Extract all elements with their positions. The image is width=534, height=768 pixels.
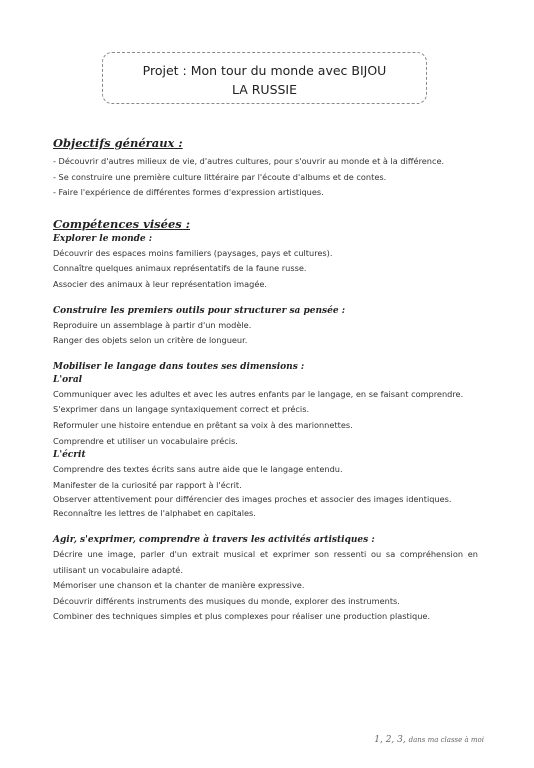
ecrit-item: Reconnaître les lettres de l'alphabet en capitales. [53, 508, 256, 519]
artistique-title: Agir, s'exprimer, comprendre à travers les activités artistiques : [53, 534, 375, 545]
objectif-item: - Faire l'expérience de différentes formes d'expression artistiques. [53, 187, 324, 198]
outils-title: Construire les premiers outils pour structurer sa pensée : [53, 305, 346, 316]
artistique-item: Découvrir différents instruments des musiques du monde, explorer des instruments. [53, 595, 400, 606]
oral-item: Reformuler une histoire entendue en prêtant sa voix à des marionnettes. [53, 419, 353, 430]
project-title: Projet : Mon tour du monde avec BIJOU [142, 63, 387, 78]
outils-item: Reproduire un assemblage à partir d'un modèle. [53, 319, 252, 330]
artistique-item: Combiner des techniques simples et plus complexes pour réaliser une production plastique. [53, 611, 431, 622]
oral-item: Communiquer avec les adultes et avec les autres enfants par le langage, en se faisant comprendre. [53, 388, 464, 399]
document-body [53, 136, 483, 625]
artistique-item: Décrire une image, parler d'un extrait musical et exprimer son ressenti ou sa compréhension en utilisant un vocabulaire adapté. [53, 548, 478, 575]
explorer-item: Découvrir des espaces moins familiers (paysages, pays et cultures). [53, 247, 333, 258]
country-title: LA RUSSIE [231, 82, 298, 97]
explorer-item: Connaître quelques animaux représentatifs de la faune russe. [53, 263, 307, 274]
oral-item: Comprendre et utiliser un vocabulaire précis. [53, 435, 238, 446]
footer-text: dans ma classe à moi [408, 736, 484, 744]
ecrit-title: L'écrit [53, 450, 86, 461]
artistique-item: Mémoriser une chanson et la chanter de manière expressive. [53, 580, 305, 591]
ecrit-item: Observer attentivement pour différencier des images proches et associer des images identiques. [53, 494, 452, 505]
explorer-item: Associer des animaux à leur représentation imagée. [53, 278, 268, 289]
oral-title: L'oral [53, 374, 83, 385]
outils-item: Ranger des objets selon un critère de longueur. [53, 335, 248, 346]
ecrit-item: Manifester de la curiosité par rapport à l'écrit. [53, 479, 242, 490]
footer-numbers: 1, 2, 3, [374, 735, 406, 745]
objectif-item: - Découvrir d'autres milieux de vie, d'autres cultures, pour s'ouvrir au monde et à la différence. [53, 156, 445, 166]
title-box [102, 52, 427, 104]
langage-title: Mobiliser le langage dans toutes ses dimensions : [53, 361, 305, 372]
footer-signature [374, 735, 484, 745]
competences-heading: Compétences visées : [53, 216, 191, 231]
oral-item: S'exprimer dans un langage syntaxiquement correct et précis. [53, 404, 310, 415]
objectif-item: - Se construire une première culture littéraire par l'écoute d'albums et de contes. [53, 171, 387, 182]
objectifs-heading: Objectifs généraux : [53, 136, 183, 150]
explorer-title: Explorer le monde : [53, 233, 153, 244]
ecrit-item: Comprendre des textes écrits sans autre aide que le langage entendu. [53, 464, 343, 475]
